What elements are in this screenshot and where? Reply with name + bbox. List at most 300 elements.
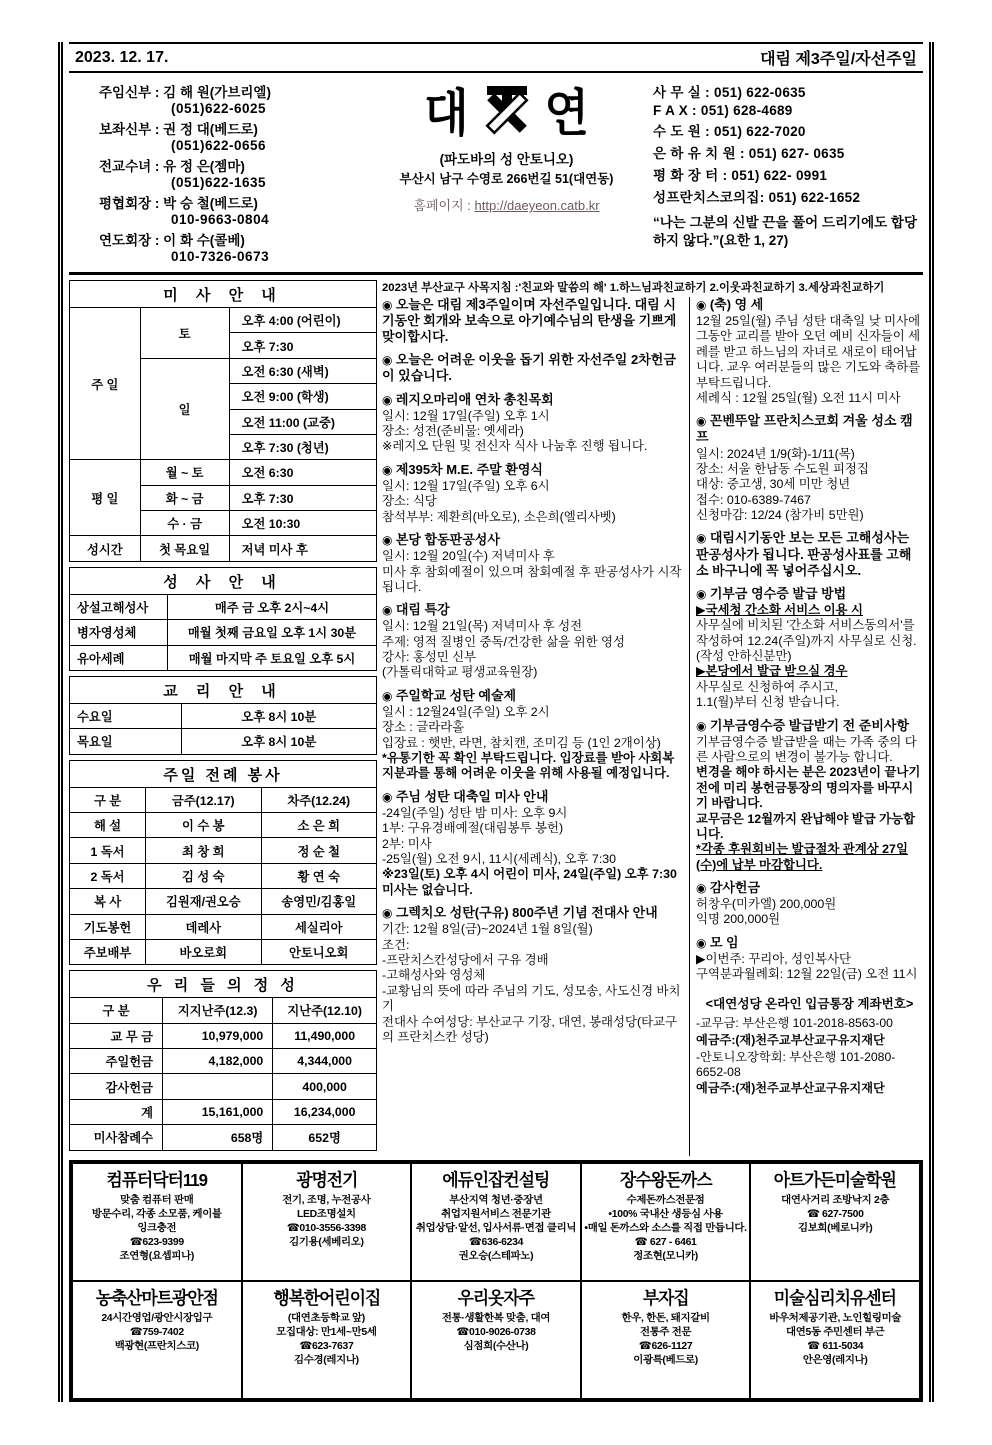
ad-name: 부자집 [642, 1287, 689, 1308]
ad-name: 미술심리치유센터 [774, 1287, 897, 1308]
clergy-item [99, 229, 364, 264]
table-header-cell: 지난주(12.10) [273, 998, 377, 1023]
mass-time: 오후 7:30 [229, 485, 376, 510]
mass-subday-label: 일 [140, 358, 229, 460]
holy-hour-day: 첫 목요일 [140, 536, 229, 561]
table-cell: 해 설 [70, 813, 146, 838]
mass-time: 오후 7:30 [229, 333, 376, 358]
bullet-icon [696, 880, 710, 895]
table-row [70, 1049, 377, 1074]
table-cell: 4,344,000 [273, 1049, 377, 1074]
sacraments [69, 567, 377, 671]
liturgy-service-title: 주일 전례 봉사 [69, 760, 377, 787]
ad-line: 전통주 전문 [639, 1326, 692, 1338]
announcement-title: 그렉치오 성탄(구유) 800주년 기념 전대사 안내 [395, 905, 658, 921]
mass-day-label: 평 일 [70, 460, 141, 536]
announcement-item [382, 352, 684, 384]
ad-line: 모집대상: 만1세~만5세 [276, 1326, 377, 1338]
ad-line: (대연초등학교 앞) [287, 1312, 365, 1324]
ad-line: 대연사거리 조방낙지 2층 [781, 1194, 890, 1206]
announcement-line: 허창우(미카엘) 200,000원 [696, 897, 837, 912]
contact-line: 성프란치스코의집: 051) 622-1652 [653, 190, 861, 205]
announcement-title: 모 임 [709, 934, 739, 950]
bullet-icon [696, 586, 710, 601]
ad-card [72, 1281, 242, 1399]
contact-line: 사 무 실 : 051) 622-0635 [653, 85, 806, 100]
announcement-line: 주제: 영적 질병인 중독/건강한 삶을 위한 영성 [382, 634, 625, 649]
ad-line: 정조현(모니카) [633, 1250, 698, 1262]
announcement-line: ▶본당에서 발급 받으실 경우 [696, 664, 848, 679]
table-cell: 김 성 숙 [146, 863, 261, 888]
ad-line: •100% 국내산 생등심 사용 [608, 1208, 723, 1220]
liturgy-service-table [69, 787, 377, 966]
table-cell: 매월 마지막 주 토요일 오후 5시 [168, 645, 377, 670]
ad-line: 전통·생활한복 맞춤, 대여 [441, 1312, 551, 1324]
announcement-item [696, 586, 923, 711]
announcement-line: 사무실로 신청하여 주시고, [696, 679, 838, 694]
mass-subday-label: 화 ~ 금 [140, 485, 229, 510]
clergy-phone: (051)622-6025 [171, 101, 267, 116]
bullet-icon [382, 352, 396, 367]
announcement-line: 사무실에 비치된 '간소화 서비스동의서'를 작성하여 12.24(주일)까지 사무실로 신청. (작성 안하신분만) [696, 618, 917, 664]
ad-line: LED조명설치 [296, 1208, 356, 1220]
table-cell: 정 순 철 [261, 838, 376, 863]
ad-card [72, 1163, 242, 1281]
ad-name: 아트가든미술학원 [774, 1169, 897, 1190]
announcement-title: 주님 성탄 대축일 미사 안내 [395, 788, 549, 804]
ad-card [242, 1163, 412, 1281]
table-header-cell: 차주(12.24) [261, 787, 376, 812]
announcement-line: 일시: 12월 17일(주일) 오후 6시 [382, 478, 550, 493]
table-cell: 기도봉헌 [70, 914, 146, 939]
ad-line: 김보희(베로니카) [797, 1222, 873, 1234]
bullet-icon [382, 532, 396, 547]
ad-line: ☎759-7402 [129, 1326, 184, 1338]
ad-card [750, 1163, 920, 1281]
table-row [70, 863, 377, 888]
ad-line: ☎ 611-5034 [807, 1340, 864, 1352]
mass-time: 오전 6:30 [229, 460, 376, 485]
announcement-item [382, 789, 684, 898]
announcement-line: -고해성사와 영성체 [382, 968, 486, 983]
ad-line: 안은영(레지나) [802, 1354, 868, 1366]
table-header-cell: 지지난주(12.3) [163, 998, 273, 1023]
ad-line: 바우처제공기관, 노인힐링미술 [769, 1312, 902, 1324]
ad-name: 에듀인잡컨설팅 [442, 1169, 550, 1190]
announcement-line: 1부: 구유경배예절(대림봉투 봉헌) [382, 821, 564, 836]
announcement-item [382, 688, 684, 782]
announcement-line: 강사: 홍성민 신부 [382, 650, 477, 665]
catechism-table [69, 703, 377, 755]
table-cell: 4,182,000 [163, 1049, 273, 1074]
sacraments-title: 성 사 안 내 [69, 567, 377, 594]
announcement-item [696, 530, 923, 578]
logo-char-yeon: 연 [544, 83, 589, 142]
announcement-line: 세례식 : 12월 25일(월) 오전 11시 미사 [696, 390, 901, 405]
announcement-line: 익명 200,000원 [696, 912, 781, 927]
bullet-icon [382, 688, 396, 703]
ad-line: 맞춤 컴퓨터 판매 [120, 1194, 194, 1206]
announcement-title: 주일학교 성탄 예술제 [395, 687, 517, 703]
bullet-icon [696, 530, 710, 545]
announcements-right [689, 297, 923, 1156]
ad-line: •매일 돈까스와 소스를 직접 만듭니다. [584, 1222, 747, 1234]
page-date: 2023. 12. 17. [75, 48, 169, 66]
announcement-line: 미사 후 참회예절이 있으며 참회예절 후 판공성사가 시작됩니다. [382, 564, 682, 594]
ad-card [581, 1163, 751, 1281]
announcement-line: 변경을 해야 하시는 분은 2023년이 끝나기 전에 미리 봉헌금통장의 명의자를 바꾸시기 바랍니다. [696, 765, 921, 811]
table-cell: 오후 8시 10분 [181, 729, 376, 754]
clergy-item [99, 192, 364, 227]
ad-line: 전기, 조명, 누전공사 [282, 1194, 371, 1206]
table-cell: 미사참례수 [70, 1125, 163, 1150]
ad-line: ☎ 627-7500 [806, 1208, 864, 1220]
ad-card [242, 1281, 412, 1399]
announcement-item [382, 462, 684, 525]
announcement-line: *유통기한 꼭 확인 부탁드립니다. 입장료를 받아 사회복지분과를 통해 어려운 이웃을 위해 사용될 예정입니다. [382, 751, 675, 781]
table-cell: 세실리아 [261, 914, 376, 939]
ad-line: ☎626-1127 [638, 1340, 693, 1352]
clergy-phone: 010-7326-0673 [171, 249, 270, 264]
ad-line: 한우, 한돈, 돼지갈비 [621, 1312, 710, 1324]
table-row [70, 620, 377, 645]
announcement-line: 참석부부: 제환희(바오로), 소은희(엘리사벳) [382, 509, 616, 524]
table-row [70, 1023, 377, 1048]
announcement-title: 본당 합동판공성사 [395, 532, 500, 548]
ad-line: 권오승(스테파노) [458, 1250, 534, 1262]
bulletin-sheet [58, 42, 934, 1402]
table-cell: 교 무 금 [70, 1023, 163, 1048]
homepage-label: 홈페이지 : [413, 198, 471, 213]
clergy-role-name: 보좌신부 : 권 정 대(베드로) [99, 122, 258, 137]
announcement-item [696, 880, 923, 928]
holy-hour-time: 저녁 미사 후 [229, 536, 376, 561]
bullet-icon [696, 935, 710, 950]
announcement-title: 대림시기동안 보는 모든 고해성사는 판공성사가 됩니다. 판공성사표를 고해소 바구니에 꼭 넣어주십시오. [696, 530, 912, 578]
liturgy-service [69, 760, 377, 966]
offerings-title: 우 리 들 의 정 성 [69, 970, 377, 997]
ad-name: 컴퓨터닥터119 [106, 1169, 208, 1190]
announcement-item [696, 935, 923, 983]
contact-block [649, 81, 923, 266]
table-header-row [70, 787, 377, 812]
announcement-line: 기간: 12월 8일(금)~2024년 1월 8일(월) [382, 922, 593, 937]
table-cell: 데레사 [146, 914, 261, 939]
parish-address: 부산시 남구 수영로 266번길 51(대연동) [399, 172, 614, 186]
sacraments-table [69, 594, 377, 671]
announcement-line: (가톨릭대학교 평생교육원장) [382, 665, 538, 680]
parish-subtitle: (파도바의 성 안토니오) [439, 152, 574, 167]
ad-line: ☎623-9399 [129, 1236, 184, 1248]
ad-name: 농축산마트광안점 [95, 1287, 218, 1308]
table-cell: 수요일 [70, 703, 182, 728]
announcement-line: 일시: 12월 17일(주일) 오후 1시 [382, 408, 550, 423]
table-cell: 황 연 숙 [261, 863, 376, 888]
table-cell: 이 수 봉 [146, 813, 261, 838]
mass-subday-label: 토 [140, 308, 229, 359]
announcement-item [696, 413, 923, 523]
table-header-cell: 구 분 [70, 998, 163, 1023]
clergy-item [99, 118, 364, 153]
ad-line: ☎636-6234 [468, 1236, 524, 1248]
table-cell: 김원재/권오승 [146, 889, 261, 914]
catechism-title: 교 리 안 내 [69, 676, 377, 703]
ad-line: 심점희(수산나) [463, 1340, 529, 1352]
ad-line: 조연형(요셉피나) [119, 1250, 195, 1262]
ad-line: 취업지원서비스 전문기관 [441, 1208, 551, 1220]
mass-time: 오전 11:00 (교중) [229, 409, 376, 434]
ad-line: 이광특(베드로) [633, 1354, 698, 1366]
table-cell: 10,979,000 [163, 1023, 273, 1048]
table-row [70, 729, 377, 754]
clergy-item [99, 81, 364, 116]
mass-day-label: 주 일 [70, 308, 141, 460]
announcement-title: 오늘은 대림 제3주일이며 자선주일입니다. 대림 시기동안 회개와 보속으로 아기예수님의 탄생을 기쁘게 맞이합시다. [382, 297, 677, 345]
mass-schedule-table [69, 307, 377, 562]
announcement-line: 1.1(월)부터 신청 받습니다. [696, 695, 840, 710]
announcement-item [382, 905, 684, 1045]
announcement-title: 기부금영수증 발급받기 전 준비사항 [709, 717, 910, 733]
ad-line: ☎623-7637 [299, 1340, 354, 1352]
announcement-line: 대상: 중고생, 30세 미만 청년 [696, 477, 851, 492]
ad-name: 장수왕돈까스 [619, 1169, 712, 1190]
table-row [70, 1074, 377, 1099]
announcement-line: 장소: 서울 한남동 수도원 피정집 [696, 461, 869, 476]
table-row [70, 939, 377, 964]
account-line: 예금주:(재)천주교부산교구유지재단 [696, 1080, 885, 1095]
ad-line: 수제돈까스전문점 [626, 1194, 705, 1206]
contact-line: F A X : 051) 628-4689 [653, 103, 793, 118]
table-cell: 매주 금 오후 2시~4시 [168, 594, 377, 619]
table-cell: 상설고해성사 [70, 594, 168, 619]
table-row [70, 889, 377, 914]
ad-name: 행복한어린이집 [272, 1287, 380, 1308]
announcement-title: 기부금 영수증 발급 방법 [709, 585, 847, 601]
announcement-line: -25일(월) 오전 9시, 11시(세례식), 오후 7:30 [382, 852, 617, 867]
ad-line: ☎ 627 - 6461 [634, 1236, 697, 1248]
announcement-line: 일시: 12월 21일(목) 저녁미사 후 성전 [382, 619, 583, 634]
announcement-item [382, 392, 684, 455]
ad-line: ☎010-3556-3398 [286, 1222, 366, 1234]
ad-line: 24시간영업/광안시장입구 [101, 1312, 213, 1324]
mass-time: 오전 10:30 [229, 511, 376, 536]
clergy-phone: (051)622-1635 [171, 175, 267, 190]
table-row [70, 645, 377, 670]
announcement-line: 조건: [382, 937, 410, 952]
ad-line: 김수경(레지나) [294, 1354, 359, 1366]
bullet-icon [696, 413, 710, 428]
announcement-title: 감사헌금 [709, 880, 761, 895]
table-cell: 복 사 [70, 889, 146, 914]
table-row [70, 594, 377, 619]
account-info [696, 993, 923, 1096]
table-row [70, 838, 377, 863]
table-cell: 매월 첫째 금요일 오후 1시 30분 [168, 620, 377, 645]
ad-name: 우리옷자주 [457, 1287, 535, 1308]
announcement-line: -프란치스칸성당에서 구유 경배 [382, 953, 549, 968]
ads-grid [69, 1160, 923, 1402]
announcement-line: ▶국세청 간소화 서비스 이용 시 [696, 602, 863, 617]
mass-time: 오후 4:00 (어린이) [229, 308, 376, 333]
ad-card [581, 1281, 751, 1399]
mass-schedule [69, 280, 377, 562]
clergy-item [99, 155, 364, 190]
table-header-row [70, 998, 377, 1023]
table-cell: 유아세례 [70, 645, 168, 670]
ad-line: 김기용(세베리오) [289, 1236, 364, 1248]
announcement-item [696, 718, 923, 873]
mass-time: 오후 7:30 (청년) [229, 434, 376, 459]
masthead [69, 73, 923, 275]
table-cell: 658명 [163, 1125, 273, 1150]
mass-time: 오전 9:00 (학생) [229, 384, 376, 409]
mass-subday-label: 수 · 금 [140, 511, 229, 536]
table-header-cell: 금주(12.17) [146, 787, 261, 812]
table-row [70, 703, 377, 728]
announcement-title: 대림 특강 [395, 602, 450, 618]
clergy-phone: (051)622-0656 [171, 138, 267, 153]
bullet-icon [382, 905, 396, 920]
offerings [69, 970, 377, 1150]
announcement-title: 꼰벤뚜알 프란치스코회 겨울 성소 캠프 [696, 413, 913, 445]
table-row [70, 1099, 377, 1124]
table-cell: 1 독서 [70, 838, 146, 863]
pastoral-direction: 2023년 부산교구 사목지침 :'친교와 말씀의 해' 1.하느님과친교하기 2.이웃과친교하기 3.세상과친교하기 [382, 282, 885, 294]
account-line: -안토니오장학회: 부산은행 101-2080-6652-08 [696, 1049, 896, 1079]
contact-list [653, 81, 923, 206]
logo-char-dae: 대 [424, 83, 469, 142]
holy-hour-label: 성시간 [70, 536, 141, 561]
table-cell: 주일헌금 [70, 1049, 163, 1074]
table-row [70, 1125, 377, 1150]
announcement-line: 일시: 12월 20일(수) 저녁미사 후 [382, 549, 555, 564]
info-tables-column [69, 278, 377, 1156]
announcement-line: *각종 후원회비는 발급절차 관계상 27일(수)에 납부 마감합니다. [696, 842, 908, 872]
mass-subday-label: 월 ~ 토 [140, 460, 229, 485]
bullet-icon [696, 297, 710, 312]
announcement-title: 오늘은 어려운 이웃을 돕기 위한 자선주일 2차헌금이 있습니다. [382, 352, 676, 384]
ad-card [411, 1281, 581, 1399]
clergy-role-name: 주임신부 : 김 해 원(가브리엘) [99, 85, 271, 100]
clergy-phone: 010-9663-0804 [171, 212, 270, 227]
clergy-role-name: 평협회장 : 박 승 철(베드로) [99, 196, 258, 211]
clergy-list [69, 81, 364, 266]
account-line: 예금주:(재)천주교부산교구유지재단 [696, 1032, 885, 1047]
bullet-icon [382, 462, 396, 477]
announcement-line: 2부: 미사 [382, 836, 432, 851]
table-cell: 안토니오회 [261, 939, 376, 964]
ad-line: 대연5동 주민센터 부근 [786, 1326, 885, 1338]
table-cell: 최 창 희 [146, 838, 261, 863]
ad-line: 부산지역 청년·중장년 [449, 1194, 543, 1206]
announcement-item [382, 602, 684, 681]
ad-line: 잉크충전 [137, 1222, 177, 1234]
ad-card [750, 1281, 920, 1399]
announcement-title: (축) 영 세 [709, 297, 764, 312]
announcement-line: 전대사 수여성당: 부산교구 기장, 대연, 봉래성당(타교구의 프란치스칸 성당) [382, 1014, 677, 1044]
contact-line: 은 하 유 치 원 : 051) 627- 0635 [653, 146, 845, 161]
announcement-line: ▶이번주: 꾸리아, 성인복사단 [696, 951, 851, 966]
table-cell: 감사헌금 [70, 1074, 163, 1099]
announcement-line: -24일(주일) 성탄 밤 미사: 오후 9시 [382, 805, 568, 820]
announcements-middle [382, 297, 689, 1156]
clergy-role-name: 연도회장 : 이 화 수(콜베) [99, 233, 245, 248]
table-row [70, 813, 377, 838]
announcement-line: ※레지오 단원 및 전신자 식사 나눔후 진행 됩니다. [382, 439, 648, 454]
homepage-link[interactable]: http://daeyeon.catb.kr [474, 198, 600, 213]
table-cell: 11,490,000 [273, 1023, 377, 1048]
table-cell [163, 1074, 273, 1099]
offerings-table [69, 997, 377, 1150]
catechism [69, 676, 377, 755]
contact-line: 수 도 원 : 051) 622-7020 [653, 124, 806, 139]
table-cell: 16,234,000 [273, 1099, 377, 1124]
table-cell: 송영민/김홍일 [261, 889, 376, 914]
table-cell: 2 독서 [70, 863, 146, 888]
bullet-icon [382, 297, 396, 312]
table-header-cell: 구 분 [70, 787, 146, 812]
top-bar [69, 42, 923, 73]
parish-logo [364, 81, 649, 266]
announcement-line: 12월 25일(월) 주님 성탄 대축일 낮 미사에 그동안 교리를 받아 오던 예비 신자들이 세례를 받고 하느님의 자녀로 새로이 태어납니다. 교우 여러분들의 많은 기도와 축하를 부탁드립니다. [696, 314, 921, 390]
ad-name: 광명전기 [295, 1169, 357, 1190]
ad-line: 취업상담·알선, 입사서류·면접 클리닉 [415, 1222, 577, 1234]
announcement-line: 기부금영수증 발급받을 때는 가족 중의 다른 사람으로의 변경이 불가능 합니다. [696, 734, 917, 764]
announcement-title: 제395차 M.E. 주말 환영식 [395, 461, 543, 477]
table-cell: 주보배부 [70, 939, 146, 964]
ad-line: 백광현(프란치스코) [114, 1340, 199, 1352]
account-header: <대연성당 온라인 입금통장 계좌번호> [705, 996, 914, 1011]
page-title: 대림 제3주일/자선주일 [760, 51, 917, 68]
table-cell: 오후 8시 10분 [181, 703, 376, 728]
announcement-item [382, 297, 684, 345]
announcement-line: 일시: 2024년 1/9(화)-1/11(목) [696, 446, 855, 461]
contact-line: 평 화 장 터 : 051) 622- 0991 [653, 168, 828, 183]
announcement-line: 구역분과월례회: 12월 22일(금) 오전 11시 [696, 967, 918, 982]
announcement-line: ※23일(토) 오후 4시 어린이 미사, 24일(주일) 오후 7:30 미사는 없습니다. [382, 867, 677, 897]
announcement-line: -교황님의 뜻에 따라 주님의 기도, 성모송, 사도신경 바치기 [382, 983, 681, 1014]
table-cell: 바오로회 [146, 939, 261, 964]
announcement-line: 접수: 010-6389-7467 [696, 492, 811, 507]
table-cell: 400,000 [273, 1074, 377, 1099]
table-cell: 652명 [273, 1125, 377, 1150]
announcement-line: 입장료 : 햇반, 라면, 참치캔, 조미김 등 (1인 2개이상) [382, 735, 661, 750]
tau-cross-icon [479, 83, 535, 142]
ad-line: ☎010-9026-0738 [456, 1326, 536, 1338]
bullet-icon [696, 718, 710, 733]
announcement-line: 신청마감: 12/24 (참가비 5만원) [696, 508, 864, 523]
account-line: -교무금: 부산은행 101-2018-8563-00 [696, 1015, 893, 1030]
clergy-role-name: 전교수녀 : 유 정 은(젬마) [99, 159, 245, 174]
table-row [70, 914, 377, 939]
announcement-line: 일시 : 12월24일(주일) 오후 2시 [382, 704, 550, 719]
bullet-icon [382, 602, 396, 617]
scripture-quote: “나는 그분의 신발 끈을 풀어 드리기에도 합당하지 않다.”(요한 1, 27) [653, 215, 917, 248]
table-cell: 소 은 희 [261, 813, 376, 838]
bullet-icon [382, 789, 396, 804]
table-cell: 계 [70, 1099, 163, 1124]
announcement-line: 장소: 식당 [382, 494, 437, 509]
announcement-item [382, 532, 684, 595]
announcement-title: 레지오마리애 연차 총친목회 [395, 391, 554, 407]
announcement-line: 장소 : 글라라홀 [382, 720, 465, 735]
announcement-line: 장소: 성전(준비물: 옛세라) [382, 424, 524, 439]
table-cell: 목요일 [70, 729, 182, 754]
mass-schedule-title: 미 사 안 내 [69, 280, 377, 307]
announcement-item [696, 297, 923, 406]
bullet-icon [382, 392, 396, 407]
ad-line: 방문수리, 각종 소모품, 케이블 [91, 1208, 222, 1220]
